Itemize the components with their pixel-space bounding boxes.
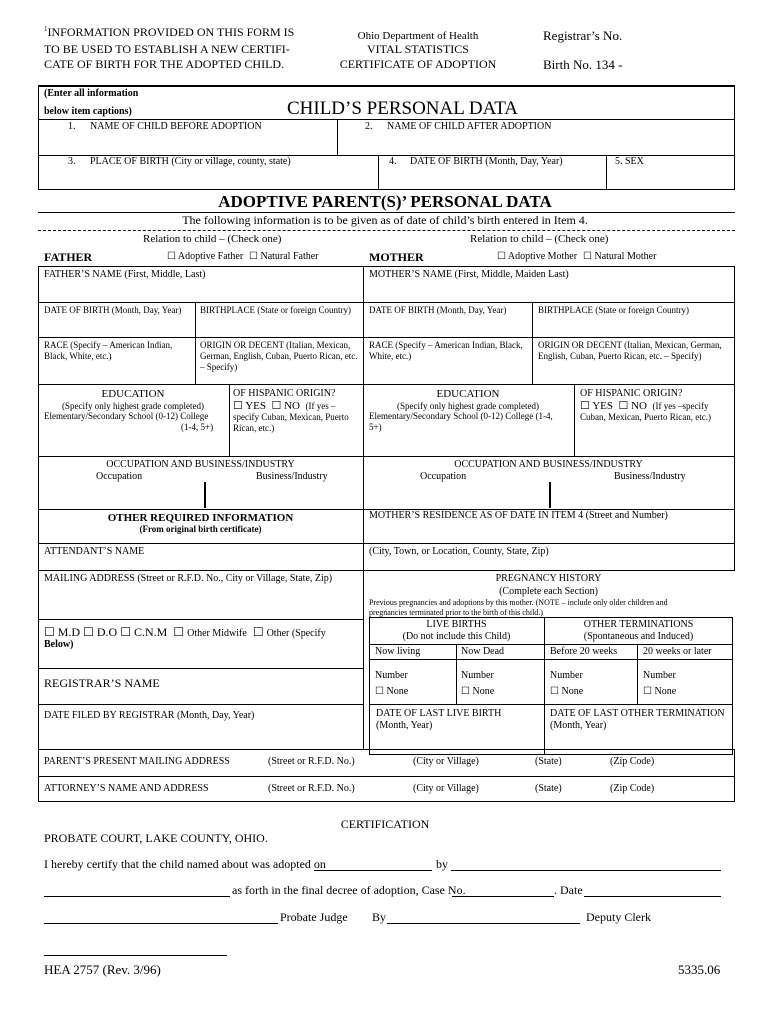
deputy-clerk-label: Deputy Clerk bbox=[586, 910, 651, 924]
after-20-weeks-label: 20 weeks or later bbox=[643, 646, 712, 657]
attendant-type-options[interactable]: ☐ M.D ☐ D.O ☐ C.N.M ☐ Other Midwife ☐ Other (Specify bbox=[44, 625, 326, 639]
field-1-number: 1. bbox=[68, 121, 76, 132]
other-info-subtitle: (From original birth certificate) bbox=[139, 524, 262, 534]
pregnancy-history-title: PREGNANCY HISTORY bbox=[495, 573, 602, 584]
other-terminations-subtitle: (Spontaneous and Induced) bbox=[583, 631, 694, 642]
father-education-label: EDUCATION bbox=[101, 388, 165, 400]
attorney-zip-label: (Zip Code) bbox=[610, 783, 655, 794]
date-label: . Date bbox=[554, 883, 583, 897]
live-births-title: LIVE BIRTHS bbox=[426, 619, 487, 630]
footer-rule bbox=[44, 955, 227, 956]
rule bbox=[38, 119, 735, 120]
pregnancy-history-subtitle: (Complete each Section) bbox=[499, 586, 598, 597]
natural-father-checkbox[interactable]: ☐ Natural Father bbox=[249, 251, 319, 262]
adopted-by-field[interactable] bbox=[451, 870, 721, 871]
attorney-city-label: (City or Village) bbox=[413, 783, 479, 794]
attendant-other-below: Below) bbox=[44, 639, 74, 650]
rule bbox=[38, 570, 735, 571]
rule bbox=[734, 749, 735, 801]
adoption-date-field[interactable] bbox=[314, 870, 432, 871]
registrar-number-label: Registrar’s No. bbox=[543, 28, 623, 43]
before-20-none-checkbox[interactable]: ☐ None bbox=[550, 686, 584, 697]
last-other-termination-label: DATE OF LAST OTHER TERMINATION bbox=[550, 708, 725, 719]
rule bbox=[38, 668, 363, 669]
other-info-title: OTHER REQUIRED INFORMATION bbox=[107, 512, 294, 524]
certification-title: CERTIFICATION bbox=[340, 817, 430, 831]
parents-subtitle: The following information is to be given as of date of child’s birth entered in Item 4. bbox=[182, 213, 588, 227]
now-dead-none-checkbox[interactable]: ☐ None bbox=[461, 686, 495, 697]
rule bbox=[369, 644, 733, 645]
mother-education-label: EDUCATION bbox=[436, 388, 500, 400]
father-occupation: Occupation bbox=[96, 471, 143, 482]
rule bbox=[38, 384, 735, 385]
by-label: by bbox=[436, 857, 448, 871]
rule bbox=[637, 644, 638, 704]
adoption-date-line: I hereby certify that the child named about was adopted on bbox=[44, 857, 326, 871]
mother-race-label-line2: White, etc.) bbox=[369, 351, 412, 361]
rule bbox=[195, 337, 196, 384]
field-2-number: 2. bbox=[365, 121, 373, 132]
parents-mailing-label: PARENT’S PRESENT MAILING ADDRESS bbox=[44, 756, 230, 767]
probate-judge-label: Probate Judge bbox=[280, 910, 348, 924]
rule bbox=[734, 266, 735, 543]
case-number-label: as forth in the final decree of adoption, Case No. bbox=[232, 883, 466, 897]
registrars-name-label: REGISTRAR’S NAME bbox=[44, 676, 160, 690]
enter-info-note: (Enter all information bbox=[44, 88, 139, 99]
parents-state-label: (State) bbox=[535, 756, 562, 767]
birth-number: Birth No. 134 - bbox=[543, 57, 623, 72]
father-dob-label: DATE OF BIRTH (Month, Day, Year) bbox=[44, 305, 182, 315]
header-note: $^1$INFORMATION PROVIDED ON THIS FORM IS bbox=[44, 25, 295, 39]
father-education-spec: (Specify only highest grade completed) bbox=[62, 401, 204, 411]
rule bbox=[606, 155, 607, 190]
mother-origin-label: ORIGIN OR DECENT (Italian, Mexican, German, bbox=[538, 340, 722, 350]
father-birthplace-label: BIRTHPLACE (State or foreign Country) bbox=[200, 305, 351, 315]
now-living-none-checkbox[interactable]: ☐ None bbox=[375, 686, 409, 697]
by-signature-label: By bbox=[372, 910, 387, 924]
father-occupation-label: OCCUPATION AND BUSINESS/INDUSTRY bbox=[106, 459, 295, 470]
father-education-levels: Elementary/Secondary School (0-12) College bbox=[44, 411, 209, 421]
last-live-birth-sub: (Month, Year) bbox=[376, 720, 433, 731]
rule bbox=[38, 337, 735, 338]
father-hispanic-spec: specify Cuban, Mexican, Puerto bbox=[233, 412, 349, 422]
fathers-name-label: FATHER’S NAME (First, Middle, Last) bbox=[44, 269, 206, 280]
adoptive-mother-checkbox[interactable]: ☐ Adoptive Mother bbox=[497, 251, 578, 262]
mother-race-label: RACE (Specify – American Indian, Black, bbox=[369, 340, 523, 350]
father-education-college-range: (1-4, 5+) bbox=[181, 422, 214, 432]
father-origin-label-line3: – Specify) bbox=[200, 362, 238, 372]
mother-occupation-label: OCCUPATION AND BUSINESS/INDUSTRY bbox=[454, 459, 643, 470]
divider-tick bbox=[204, 482, 206, 508]
parents-street-label: (Street or R.F.D. No.) bbox=[268, 756, 355, 767]
now-living-number: Number bbox=[375, 670, 408, 681]
field-3-number: 3. bbox=[68, 156, 76, 167]
father-race-label-line2: Black, White, etc.) bbox=[44, 351, 112, 361]
father-origin-label: ORIGIN OR DECENT (Italian, Mexican, bbox=[200, 340, 351, 350]
adoptive-father-checkbox[interactable]: ☐ Adoptive Father bbox=[167, 251, 244, 262]
mother-relation-label: Relation to child – (Check one) bbox=[470, 233, 609, 245]
mother-education-college-range: 5+) bbox=[369, 422, 382, 432]
natural-mother-label: Natural Mother bbox=[594, 251, 657, 262]
mother-birthplace-label: BIRTHPLACE (State or foreign Country) bbox=[538, 305, 689, 315]
father-race-label: RACE (Specify – American Indian, bbox=[44, 340, 173, 350]
rule bbox=[574, 384, 575, 456]
father-hispanic-spec-line2: Rican, etc.) bbox=[233, 423, 275, 433]
rule bbox=[38, 189, 735, 190]
department-name: Ohio Department of Health bbox=[357, 30, 479, 42]
sex-label: 5. SEX bbox=[615, 156, 644, 167]
rule bbox=[38, 543, 735, 544]
form-number: HEA 2757 (Rev. 3/96) bbox=[44, 962, 161, 977]
certificate-title: CERTIFICATE OF ADOPTION bbox=[339, 57, 497, 71]
mother-occupation: Occupation bbox=[420, 471, 467, 482]
rule bbox=[38, 749, 735, 750]
rule bbox=[378, 155, 379, 190]
mother-origin-label-line2: English, Cuban, Puerto Rican, etc. – Specify) bbox=[538, 351, 702, 361]
last-other-termination-sub: (Month, Year) bbox=[550, 720, 607, 731]
mailing-address-label: MAILING ADDRESS (Street or R.F.D. No., City or Village, State, Zip) bbox=[44, 573, 333, 584]
attorney-street-label: (Street or R.F.D. No.) bbox=[268, 783, 355, 794]
adoptive-father-label: Adoptive Father bbox=[177, 251, 244, 262]
father-business: Business/Industry bbox=[256, 471, 328, 482]
mother-hispanic-options[interactable]: ☐ YES ☐ NO (If yes –specify bbox=[580, 400, 709, 412]
other-terminations-title: OTHER TERMINATIONS bbox=[583, 619, 694, 630]
rule bbox=[532, 337, 533, 384]
pregnancy-note: Previous pregnancies and adoptions by this mother. (NOTE – include only older children and bbox=[369, 598, 668, 607]
mother-heading: MOTHER bbox=[369, 250, 424, 264]
attorney-state-label: (State) bbox=[535, 783, 562, 794]
name-before-adoption-label: NAME OF CHILD BEFORE ADOPTION bbox=[90, 121, 262, 132]
after-20-number: Number bbox=[643, 670, 676, 681]
last-live-birth-label: DATE OF LAST LIVE BIRTH bbox=[376, 708, 502, 719]
case-number-field[interactable] bbox=[452, 896, 554, 897]
live-births-subtitle: (Do not include this Child) bbox=[402, 631, 511, 642]
rule bbox=[38, 801, 735, 802]
father-hispanic-label: OF HISPANIC ORIGIN? bbox=[233, 388, 336, 399]
father-heading: FATHER bbox=[44, 250, 93, 264]
after-20-none-checkbox[interactable]: ☐ None bbox=[643, 686, 677, 697]
mother-business: Business/Industry bbox=[614, 471, 686, 482]
date-of-birth-label: DATE OF BIRTH (Month, Day, Year) bbox=[410, 156, 563, 167]
field-4-number: 4. bbox=[389, 156, 397, 167]
parents-city-label: (City or Village) bbox=[413, 756, 479, 767]
mother-dob-label: DATE OF BIRTH (Month, Day, Year) bbox=[369, 305, 507, 315]
rule bbox=[38, 302, 735, 303]
now-dead-number: Number bbox=[461, 670, 494, 681]
before-20-weeks-label: Before 20 weeks bbox=[550, 646, 618, 657]
rule bbox=[38, 266, 735, 267]
deputy-clerk-signature-field[interactable] bbox=[387, 923, 580, 924]
natural-father-label: Natural Father bbox=[260, 251, 319, 262]
parents-zip-label: (Zip Code) bbox=[610, 756, 655, 767]
rule bbox=[734, 543, 735, 570]
rule bbox=[38, 619, 363, 620]
enter-info-note-line2: below item captions) bbox=[44, 106, 132, 117]
form-code: 5335.06 bbox=[678, 962, 721, 977]
decree-field[interactable] bbox=[44, 896, 230, 897]
rule bbox=[229, 384, 230, 456]
rule bbox=[456, 644, 457, 704]
natural-mother-checkbox[interactable]: ☐ Natural Mother bbox=[583, 251, 657, 262]
probate-court: PROBATE COURT, LAKE COUNTY, OHIO. bbox=[44, 831, 268, 845]
rule bbox=[369, 704, 733, 705]
childs-data-title: CHILD’S PERSONAL DATA bbox=[286, 98, 519, 119]
adoptive-mother-label: Adoptive Mother bbox=[507, 251, 578, 262]
header-note-line2: TO BE USED TO ESTABLISH A NEW CERTIFI- bbox=[44, 42, 290, 56]
place-of-birth-label: PLACE OF BIRTH (City or village, county, state) bbox=[90, 156, 291, 167]
probate-judge-signature-field[interactable] bbox=[44, 923, 278, 924]
rule bbox=[195, 302, 196, 337]
mothers-name-label: MOTHER’S NAME (First, Middle, Maiden Last) bbox=[369, 269, 569, 280]
city-town-label: (City, Town, or Location, County, State, Zip) bbox=[369, 546, 549, 557]
rule bbox=[38, 230, 735, 231]
now-living-label: Now living bbox=[375, 646, 421, 657]
date-filed-label: DATE FILED BY REGISTRAR (Month, Day, Year) bbox=[44, 710, 255, 721]
vital-statistics: VITAL STATISTICS bbox=[367, 42, 469, 56]
before-20-number: Number bbox=[550, 670, 583, 681]
father-origin-label-line2: German, English, Cuban, Puerto Rican, etc. bbox=[200, 351, 358, 361]
rule bbox=[38, 704, 363, 705]
rule bbox=[38, 86, 735, 87]
pregnancy-note-line2: pregnancies terminated prior to the birth of this child.) bbox=[369, 608, 543, 617]
rule bbox=[38, 543, 39, 801]
name-after-adoption-label: NAME OF CHILD AFTER ADOPTION bbox=[387, 121, 552, 132]
rule bbox=[38, 776, 735, 777]
father-relation-label: Relation to child – (Check one) bbox=[143, 233, 282, 245]
mother-hispanic-label: OF HISPANIC ORIGIN? bbox=[580, 388, 683, 399]
father-hispanic-options[interactable]: ☐ YES ☐ NO (If yes – bbox=[233, 400, 336, 412]
attendants-name-label: ATTENDANT’S NAME bbox=[44, 546, 145, 557]
adoptive-parents-title: ADOPTIVE PARENT(S)’ PERSONAL DATA bbox=[218, 192, 552, 211]
now-dead-label: Now Dead bbox=[461, 646, 505, 657]
attorney-label: ATTORNEY’S NAME AND ADDRESS bbox=[44, 783, 209, 794]
rule bbox=[734, 85, 735, 190]
mother-education-levels: Elementary/Secondary School (0-12) College (1-4, bbox=[369, 411, 553, 421]
rule bbox=[337, 119, 338, 155]
date-field[interactable] bbox=[584, 896, 721, 897]
mother-education-spec: (Specify only highest grade completed) bbox=[397, 401, 539, 411]
mothers-residence-label: MOTHER’S RESIDENCE AS OF DATE IN ITEM 4 (Street and Number) bbox=[369, 510, 668, 521]
divider-tick bbox=[549, 482, 551, 508]
mother-hispanic-spec: Cuban, Mexican, Puerto Rican, etc.) bbox=[580, 412, 711, 422]
rule bbox=[38, 85, 39, 190]
rule bbox=[532, 302, 533, 337]
rule bbox=[369, 659, 733, 660]
rule bbox=[38, 456, 735, 457]
header-note-line3: CATE OF BIRTH FOR THE ADOPTED CHILD. bbox=[44, 57, 285, 71]
